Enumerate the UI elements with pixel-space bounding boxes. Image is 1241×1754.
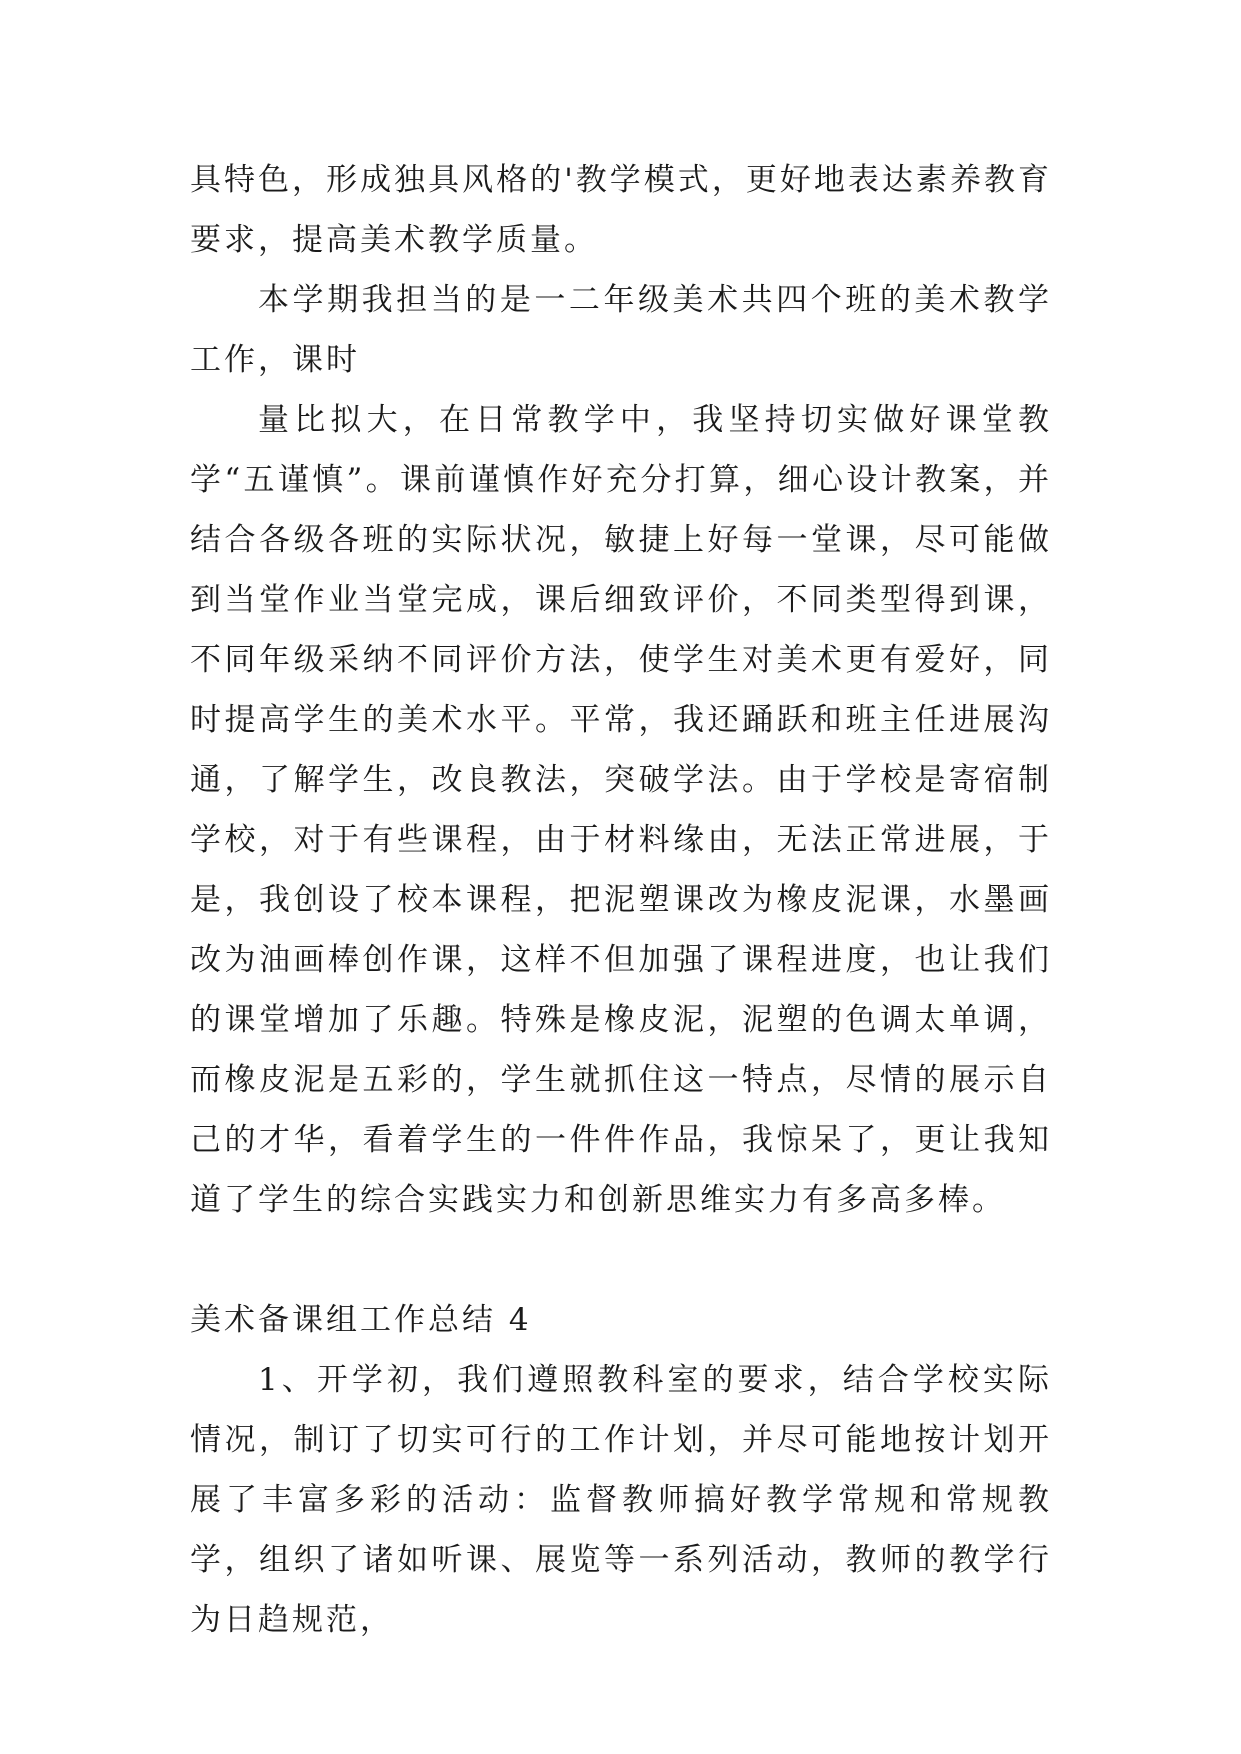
paragraph-1: 具特色，形成独具风格的'教学模式，更好地表达素养教育要求，提高美术教学质量。 — [190, 162, 1052, 258]
paragraph-2: 本学期我担当的是一二年级美术共四个班的美术教学工作，课时 — [190, 282, 1052, 378]
paragraph-4: 1、开学初，我们遵照教科室的要求，结合学校实际情况，制订了切实可行的工作计划，并尽可能地按计划开展了丰富多彩的活动：监督教师搞好教学常规和常规教学，组织了诸如听课、展览等一系列活动，教师的教学行为日趋规范， — [190, 1362, 1052, 1638]
document-body — [190, 150, 1052, 1650]
paragraph-3: 量比拟大，在日常教学中，我坚持切实做好课堂教学“五谨慎”。课前谨慎作好充分打算，细心设计教案，并结合各级各班的实际状况，敏捷上好每一堂课，尽可能做到当堂作业当堂完成，课后细致评价，不同类型得到课，不同年级采纳不同评价方法，使学生对美术更有爱好，同时提高学生的美术水平。平常，我还踊跃和班主任进展沟通，了解学生，改良教法，突破学法。由于学校是寄宿制学校，对于有些课程，由于材料缘由，无法正常进展，于是，我创设了校本课程，把泥塑课改为橡皮泥课，水墨画改为油画棒创作课，这样不但加强了课程进度，也让我们的课堂增加了乐趣。特殊是橡皮泥，泥塑的色调太单调，而橡皮泥是五彩的，学生就抓住这一特点，尽情的展示自己的才华，看着学生的一件件作品，我惊呆了，更让我知道了学生的综合实践实力和创新思维实力有多高多棒。 — [190, 402, 1052, 1218]
section-heading: 美术备课组工作总结 4 — [190, 1302, 532, 1338]
